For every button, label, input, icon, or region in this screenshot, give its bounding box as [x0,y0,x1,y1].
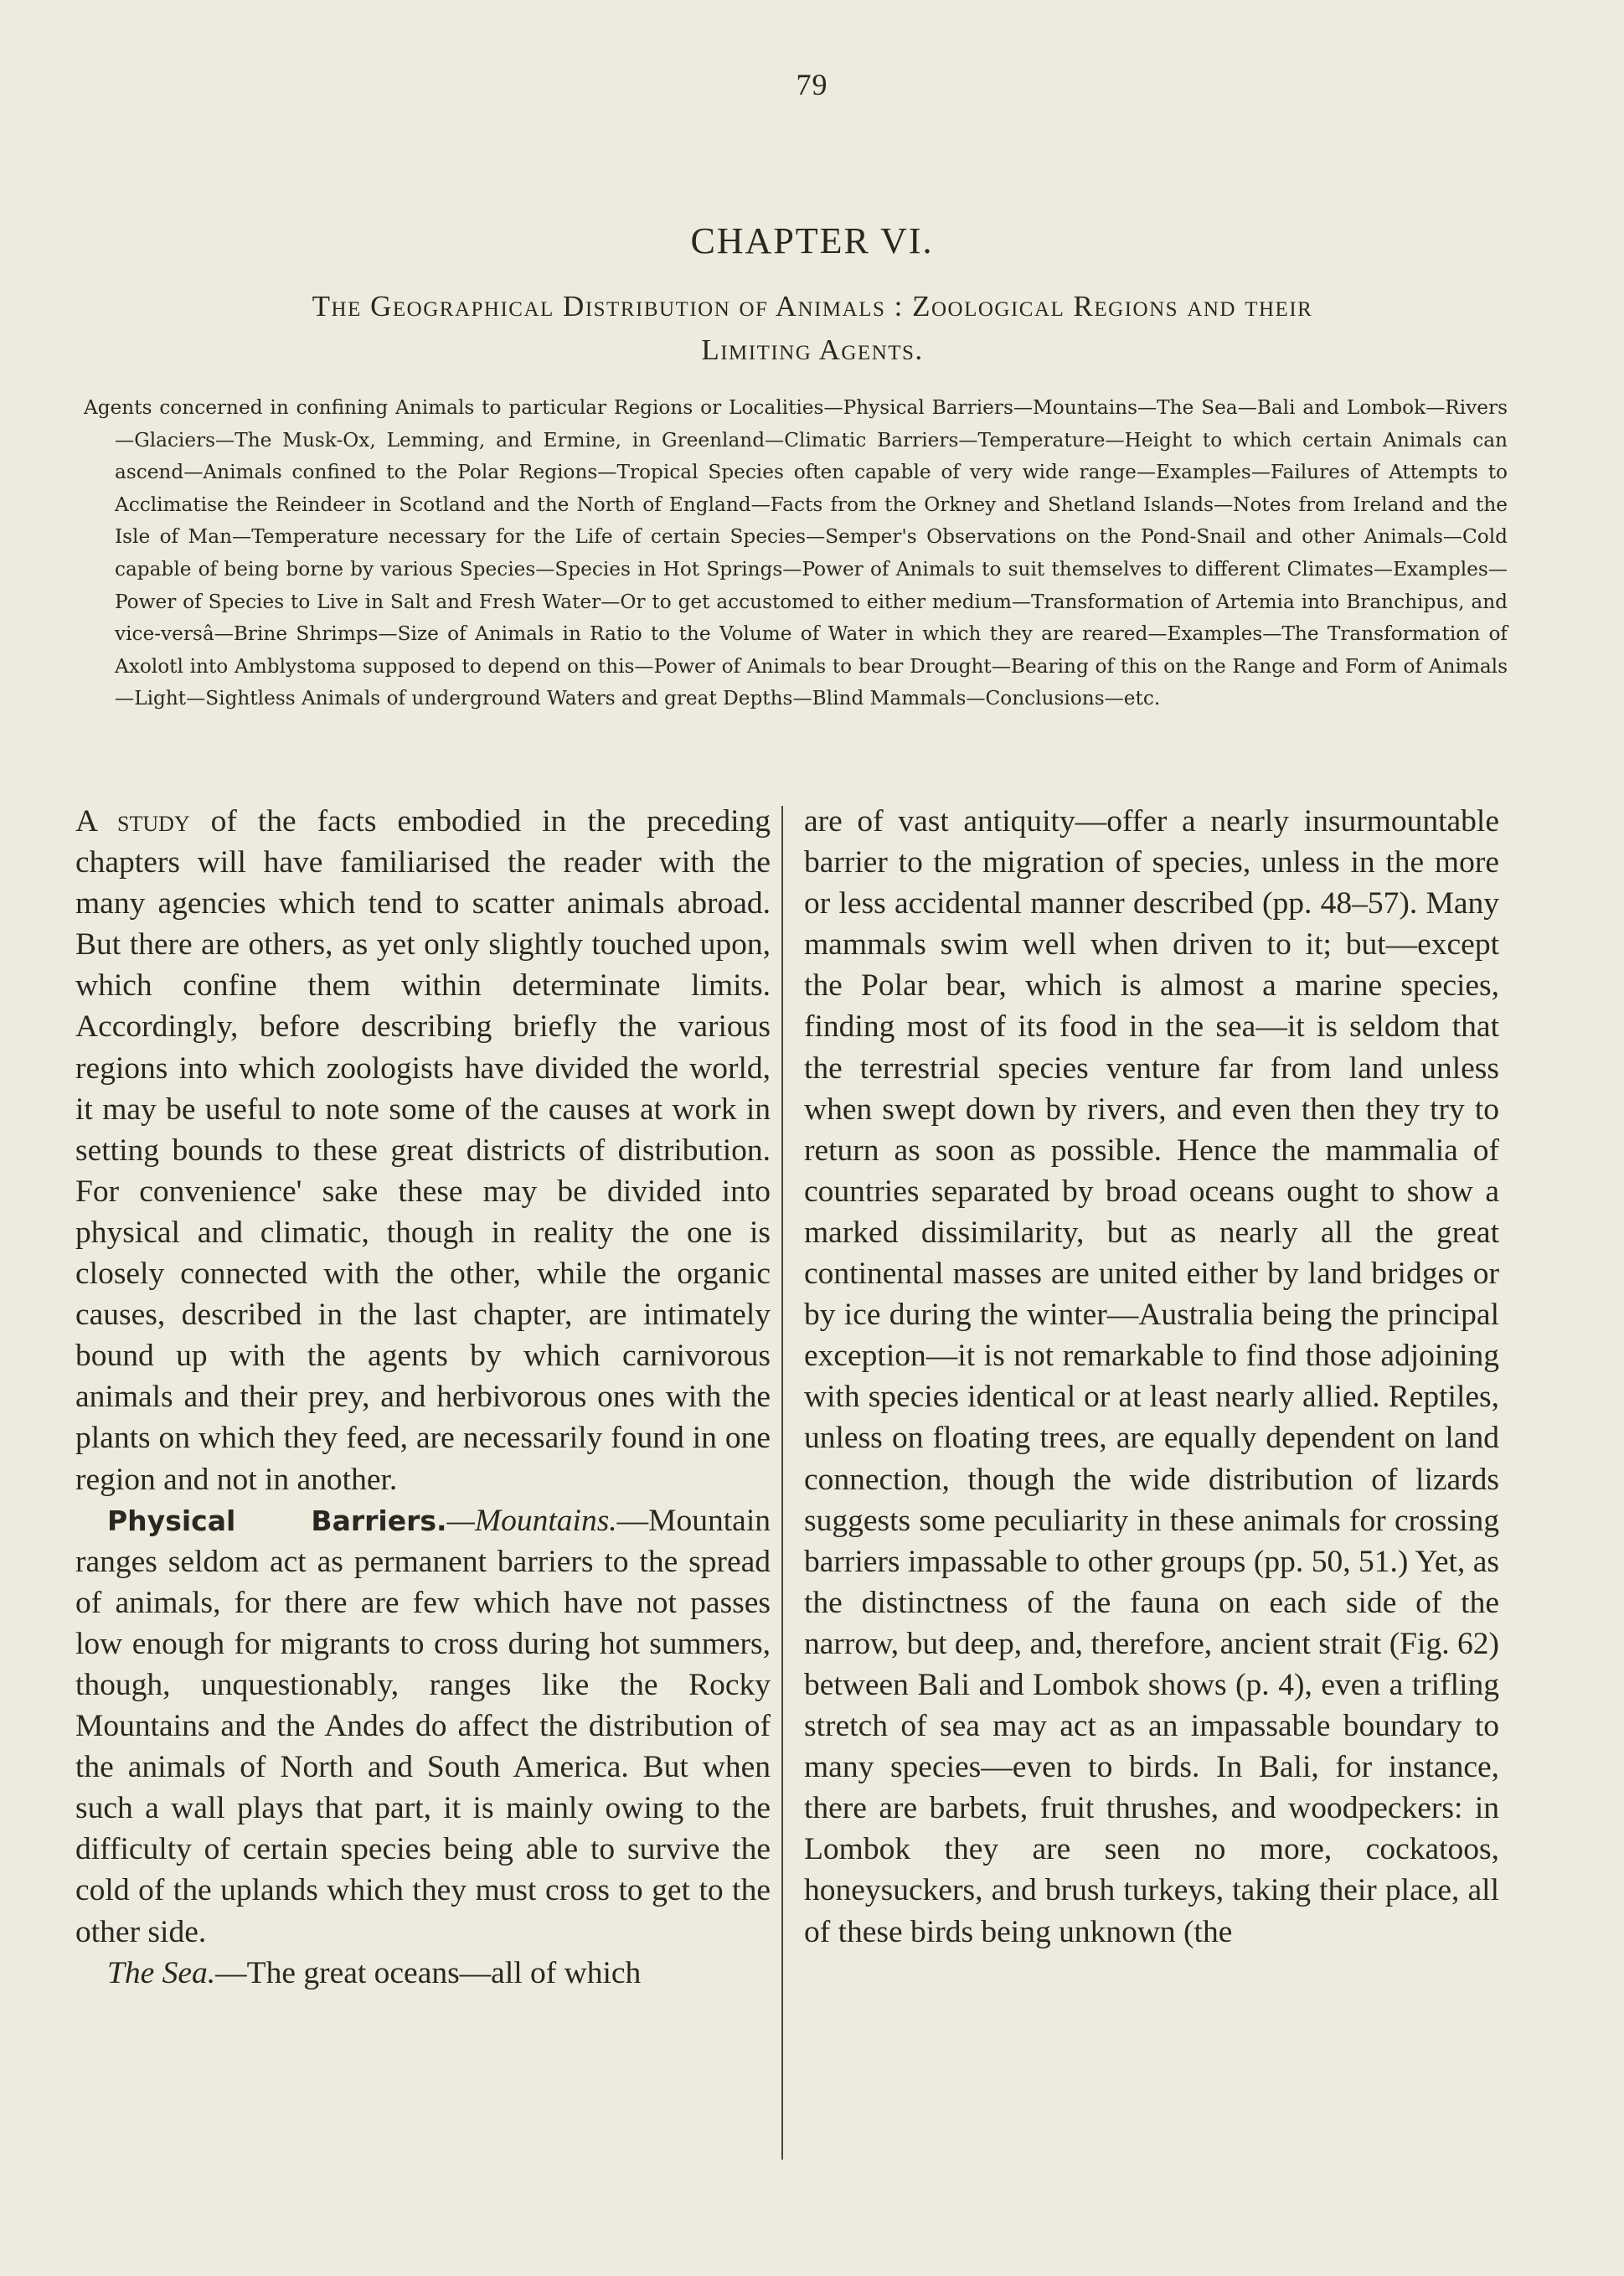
intro-text: of the facts embodied in the preceding chapters will have familiarised the reader with the many agencies which tend to scatter animals abroad. But there are others, as yet only slightly touched upon, which confine them within determinate limits. Accordingly, before describing briefly the various regions into which zoologists have divided the world, it may be useful to note some of the causes at work in setting bounds to these great districts of distribution. For convenience' sake these may be divided into physical and climatic, though in reality the one is closely connected with the other, while the organic causes, described in the last chapter, are intimately bound up with the agents by which carnivorous animals and their prey, and herbivorous ones with the plants on which they feed, are necessarily found in one region and not in another. [75,804,771,1497]
chapter-subtitle-line-2: Limiting Agents. [701,333,924,366]
paragraph-physical-barriers [75,1500,771,1953]
body-column-left [75,801,771,1994]
subheading-sea: The Sea. [107,1955,216,1990]
chapter-summary: Agents concerned in confining Animals to particular Regions or Localities—Physical Barriers—Mountains—The Sea—Bali and Lombok—Rivers—Glaciers—The Musk-Ox, Lemming, and Ermine, in Greenland—Climatic Barriers—Temperature—Height to which certain Animals can ascend—Animals confined to the Polar Regions—Tropical Species often capable of very wide range—Examples—Failures of Attempts to Acclimatise the Reindeer in Scotland and the North of England—Facts from the Orkney and Shetland Islands—Notes from Ireland and the Isle of Man—Temperature necessary for the Life of certain Species—Semper's Observations on the Pond-Snail and other Animals—Cold capable of being borne by various Species—Species in Hot Springs—Power of Animals to suit themselves to different Climates—Examples—Power of Species to Live in Salt and Fresh Water—Or to get accustomed to either medium—Transformation of Artemia into Branchipus, and vice-versâ—Brine Shrimps—Size of Animals in Ratio to the Volume of Water in which they are reared—Examples—The Transformation of Axolotl into Amblystoma supposed to depend on this—Power of Animals to bear Drought—Bearing of this on the Range and Form of Animals—Light—Sightless Animals of underground Waters and great Depths—Blind Mammals—Conclusions—etc. [84,396,1508,710]
body-column-right [804,801,1499,1953]
chapter-subtitle-line-1: The Geographical Distribution of Animals : Zoological Regions and their [312,290,1313,323]
chapter-subtitle [109,285,1516,372]
sea-text: —The great oceans—all of which [215,1955,642,1990]
drop-letter: A [75,804,97,839]
opening-smallcaps: study [117,804,190,839]
column-divider [781,806,783,2160]
paragraph-intro [75,801,771,1500]
subheading-mountains: —Mountains. [446,1503,617,1538]
paragraph-sea [75,1953,771,1994]
chapter-title: CHAPTER VI. [690,220,934,261]
page-number: 79 [796,68,828,101]
paragraph-sea-continued: are of vast antiquity—offer a nearly insurmountable barrier to the migration of species, unless in the more or less accidental manner described (pp. 48–57). Many mammals swim well when driven to it; but—except the Polar bear, which is almost a marine species, finding most of its food in the sea—it is seldom that the terrestrial species venture far from land unless when swept down by rivers, and even then they try to return as soon as possible. Hence the mammalia of countries separated by broad oceans ought to show a marked dissimilarity, but as nearly all the great continental masses are united either by land bridges or by ice during the winter—Australia being the principal exception—it is not remarkable to find those adjoining with species identical or at least nearly allied. Reptiles, unless on floating trees, are equally dependent on land connection, though the wide distribution of lizards suggests some peculiarity in these animals for crossing barriers impassable to other groups (pp. 50, 51.) Yet, as the distinctness of the fauna on each side of the narrow, but deep, and, therefore, ancient strait (Fig. 62) between Bali and Lombok shows (p. 4), even a trifling stretch of sea may act as an impassable boundary to many species—even to birds. In Bali, for instance, there are barbets, fruit thrushes, and woodpeckers: in Lombok they are seen no more, cockatoos, honeysuckers, and brush turkeys, taking their place, all of these birds being unknown (the [804,804,1499,1949]
section-heading-physical-barriers: Physical Barriers. [107,1504,447,1537]
mountains-text: —Mountain ranges seldom act as permanent barriers to the spread of animals, for there are few which have not passes low enough for migrants to cross during hot summers, though, unquestionably, ranges like the Rocky Mountains and the Andes do affect the distribution of the animals of North and South America. But when such a wall plays that part, it is mainly owing to the difficulty of certain species being able to survive the cold of the uplands which they must cross to get to the other side. [75,1503,771,1949]
